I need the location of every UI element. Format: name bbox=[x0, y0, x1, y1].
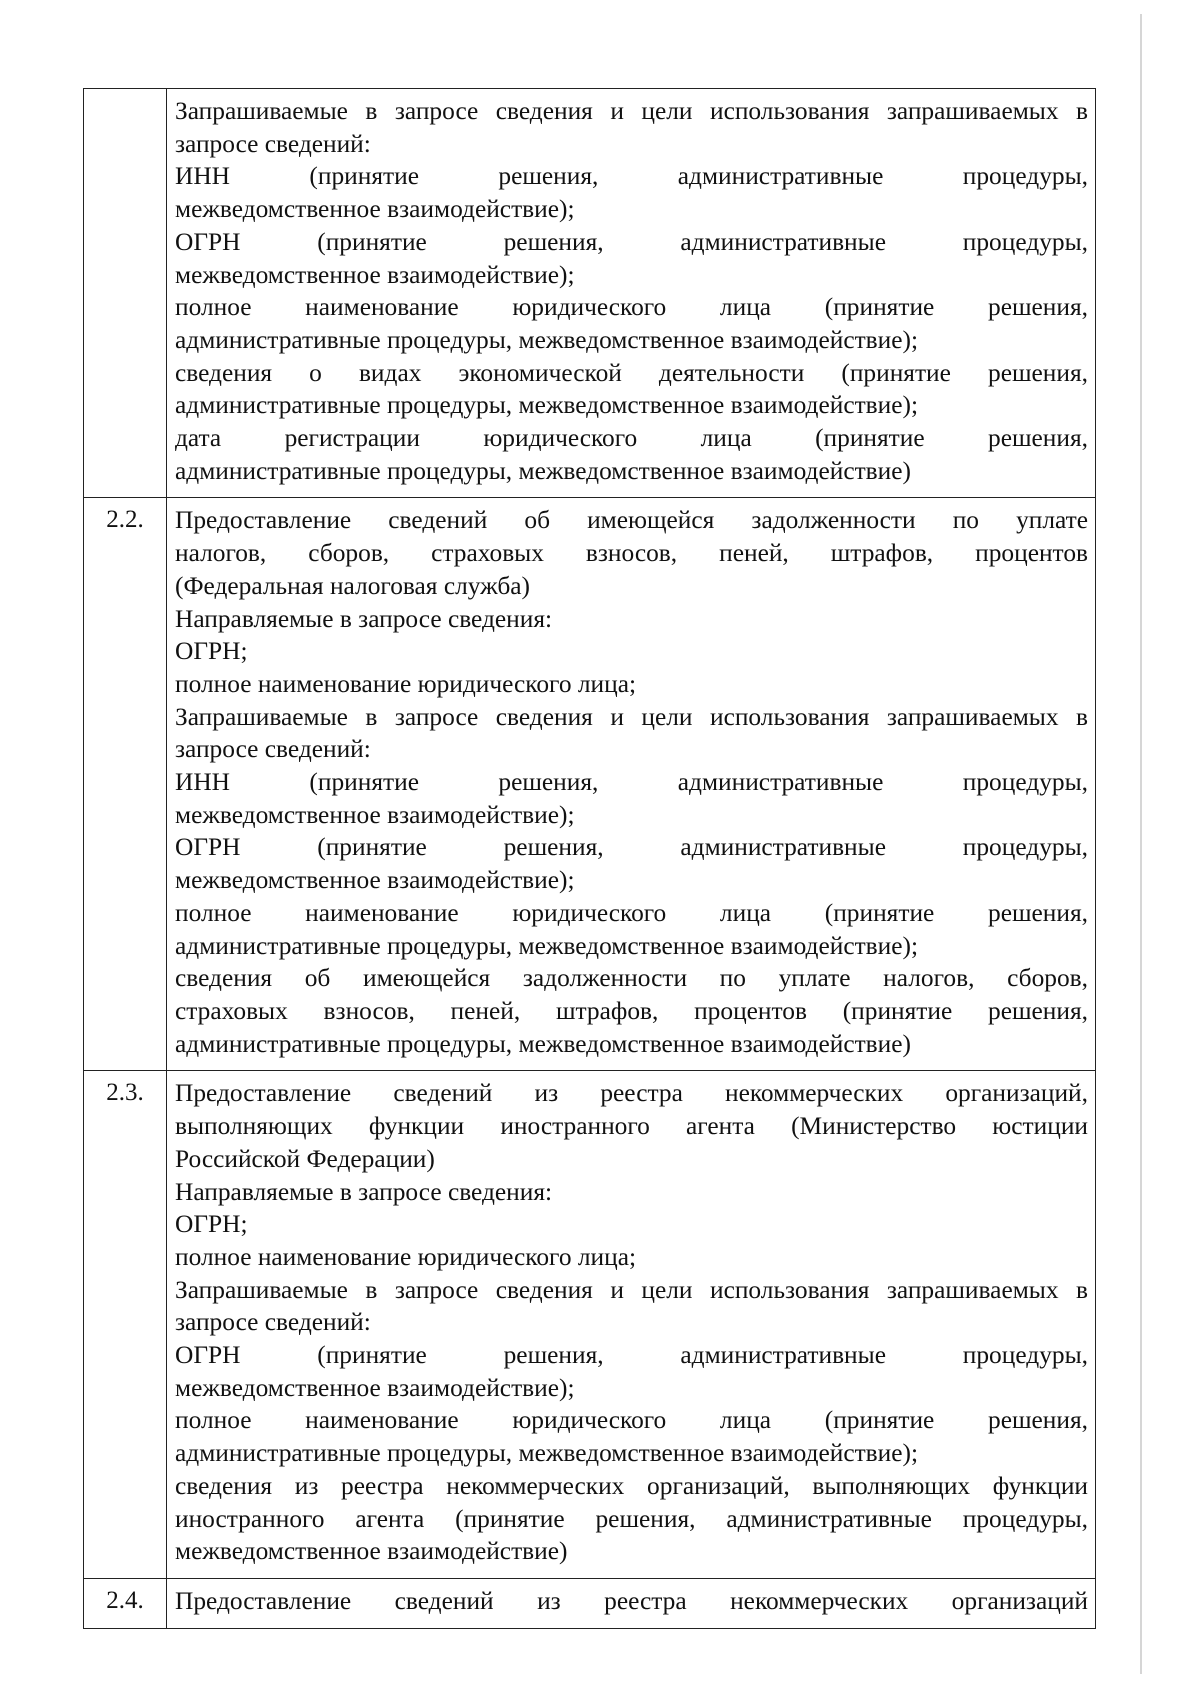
text-line: полное наименование юридического лица; bbox=[175, 669, 637, 698]
row-number-cell bbox=[84, 89, 167, 498]
text-line: межведомственное взаимодействие); bbox=[175, 195, 575, 224]
text-line: страховых взносов, пеней, штрафов, процентов (принятие решения, bbox=[175, 996, 1088, 1025]
text-line: Запрашиваемые в запросе сведения и цели использования запрашиваемых в bbox=[175, 1275, 1088, 1304]
text-line: административные процедуры, межведомственное взаимодействие) bbox=[175, 1029, 911, 1058]
table-row bbox=[84, 1578, 1096, 1628]
text-line: Направляемые в запросе сведения: bbox=[175, 1177, 553, 1206]
text-line: запросе сведений: bbox=[175, 129, 371, 158]
text-line: запросе сведений: bbox=[175, 735, 371, 764]
text-line: полное наименование юридического лица (принятие решения, bbox=[175, 1406, 1088, 1435]
text-line: (Федеральная налоговая служба) bbox=[175, 571, 530, 600]
text-line: ОГРН (принятие решения, административные процедуры, bbox=[175, 833, 1088, 862]
row-text-cell bbox=[167, 498, 1096, 1071]
row-text-cell bbox=[167, 1071, 1096, 1579]
text-line: ИНН (принятие решения, административные процедуры, bbox=[175, 768, 1088, 797]
text-line: Запрашиваемые в запросе сведения и цели использования запрашиваемых в bbox=[175, 97, 1088, 125]
text-line: Предоставление сведений из реестра некоммерческих организаций bbox=[175, 1586, 1088, 1615]
table-row bbox=[84, 1071, 1096, 1579]
text-line: межведомственное взаимодействие) bbox=[175, 1537, 568, 1566]
row-number bbox=[84, 89, 166, 95]
row-number-cell bbox=[84, 498, 167, 1071]
text-line: ОГРН (принятие решения, административные процедуры, bbox=[175, 1341, 1088, 1370]
text-line: иностранного агента (принятие решения, административные процедуры, bbox=[175, 1504, 1088, 1533]
text-line: межведомственное взаимодействие); bbox=[175, 866, 575, 895]
text-line: административные процедуры, межведомственное взаимодействие); bbox=[175, 325, 919, 354]
table-row bbox=[84, 89, 1096, 498]
text-line: ОГРН; bbox=[175, 637, 248, 666]
text-line: административные процедуры, межведомственное взаимодействие); bbox=[175, 931, 919, 960]
row-number: 2.3. bbox=[106, 1079, 144, 1107]
document-table bbox=[83, 88, 1096, 1629]
text-line: выполняющих функции иностранного агента (Министерство юстиции bbox=[175, 1112, 1088, 1141]
text-line: ИНН (принятие решения, административные процедуры, bbox=[175, 162, 1088, 191]
text-line: дата регистрации юридического лица (принятие решения, bbox=[175, 424, 1088, 453]
text-line: Направляемые в запросе сведения: bbox=[175, 604, 553, 633]
text-line: налогов, сборов, страховых взносов, пеней, штрафов, процентов bbox=[175, 539, 1088, 568]
row-number-cell bbox=[84, 1071, 167, 1579]
text-line: Предоставление сведений из реестра некоммерческих организаций, bbox=[175, 1079, 1088, 1108]
text-line: административные процедуры, межведомственное взаимодействие) bbox=[175, 456, 911, 485]
text-line: административные процедуры, межведомственное взаимодействие); bbox=[175, 1439, 919, 1468]
text-line: полное наименование юридического лица (принятие решения, bbox=[175, 293, 1088, 322]
text-line: Предоставление сведений об имеющейся задолженности по уплате bbox=[175, 506, 1088, 535]
text-line: административные процедуры, межведомственное взаимодействие); bbox=[175, 391, 919, 420]
text-line: полное наименование юридического лица; bbox=[175, 1242, 637, 1271]
row-text-cell bbox=[167, 1578, 1096, 1628]
text-line: сведения о видах экономической деятельности (принятие решения, bbox=[175, 358, 1088, 387]
row-number: 2.2. bbox=[106, 506, 144, 534]
text-line: ОГРН; bbox=[175, 1210, 248, 1239]
row-number: 2.4. bbox=[106, 1586, 144, 1614]
text-line: сведения об имеющейся задолженности по уплате налогов, сборов, bbox=[175, 964, 1088, 993]
text-line: полное наименование юридического лица (принятие решения, bbox=[175, 898, 1088, 927]
text-line: Российской Федерации) bbox=[175, 1144, 435, 1173]
text-line: межведомственное взаимодействие); bbox=[175, 1373, 575, 1402]
table-row bbox=[84, 498, 1096, 1071]
text-line: запросе сведений: bbox=[175, 1308, 371, 1337]
row-number-cell bbox=[84, 1578, 167, 1628]
text-line: ОГРН (принятие решения, административные процедуры, bbox=[175, 227, 1088, 256]
text-line: сведения из реестра некоммерческих организаций, выполняющих функции bbox=[175, 1471, 1088, 1500]
table-body bbox=[84, 89, 1096, 1629]
text-line: межведомственное взаимодействие); bbox=[175, 260, 575, 289]
row-text-cell bbox=[167, 89, 1096, 498]
text-line: Запрашиваемые в запросе сведения и цели использования запрашиваемых в bbox=[175, 702, 1088, 731]
page-edge-line bbox=[1140, 14, 1142, 1674]
text-line: межведомственное взаимодействие); bbox=[175, 800, 575, 829]
